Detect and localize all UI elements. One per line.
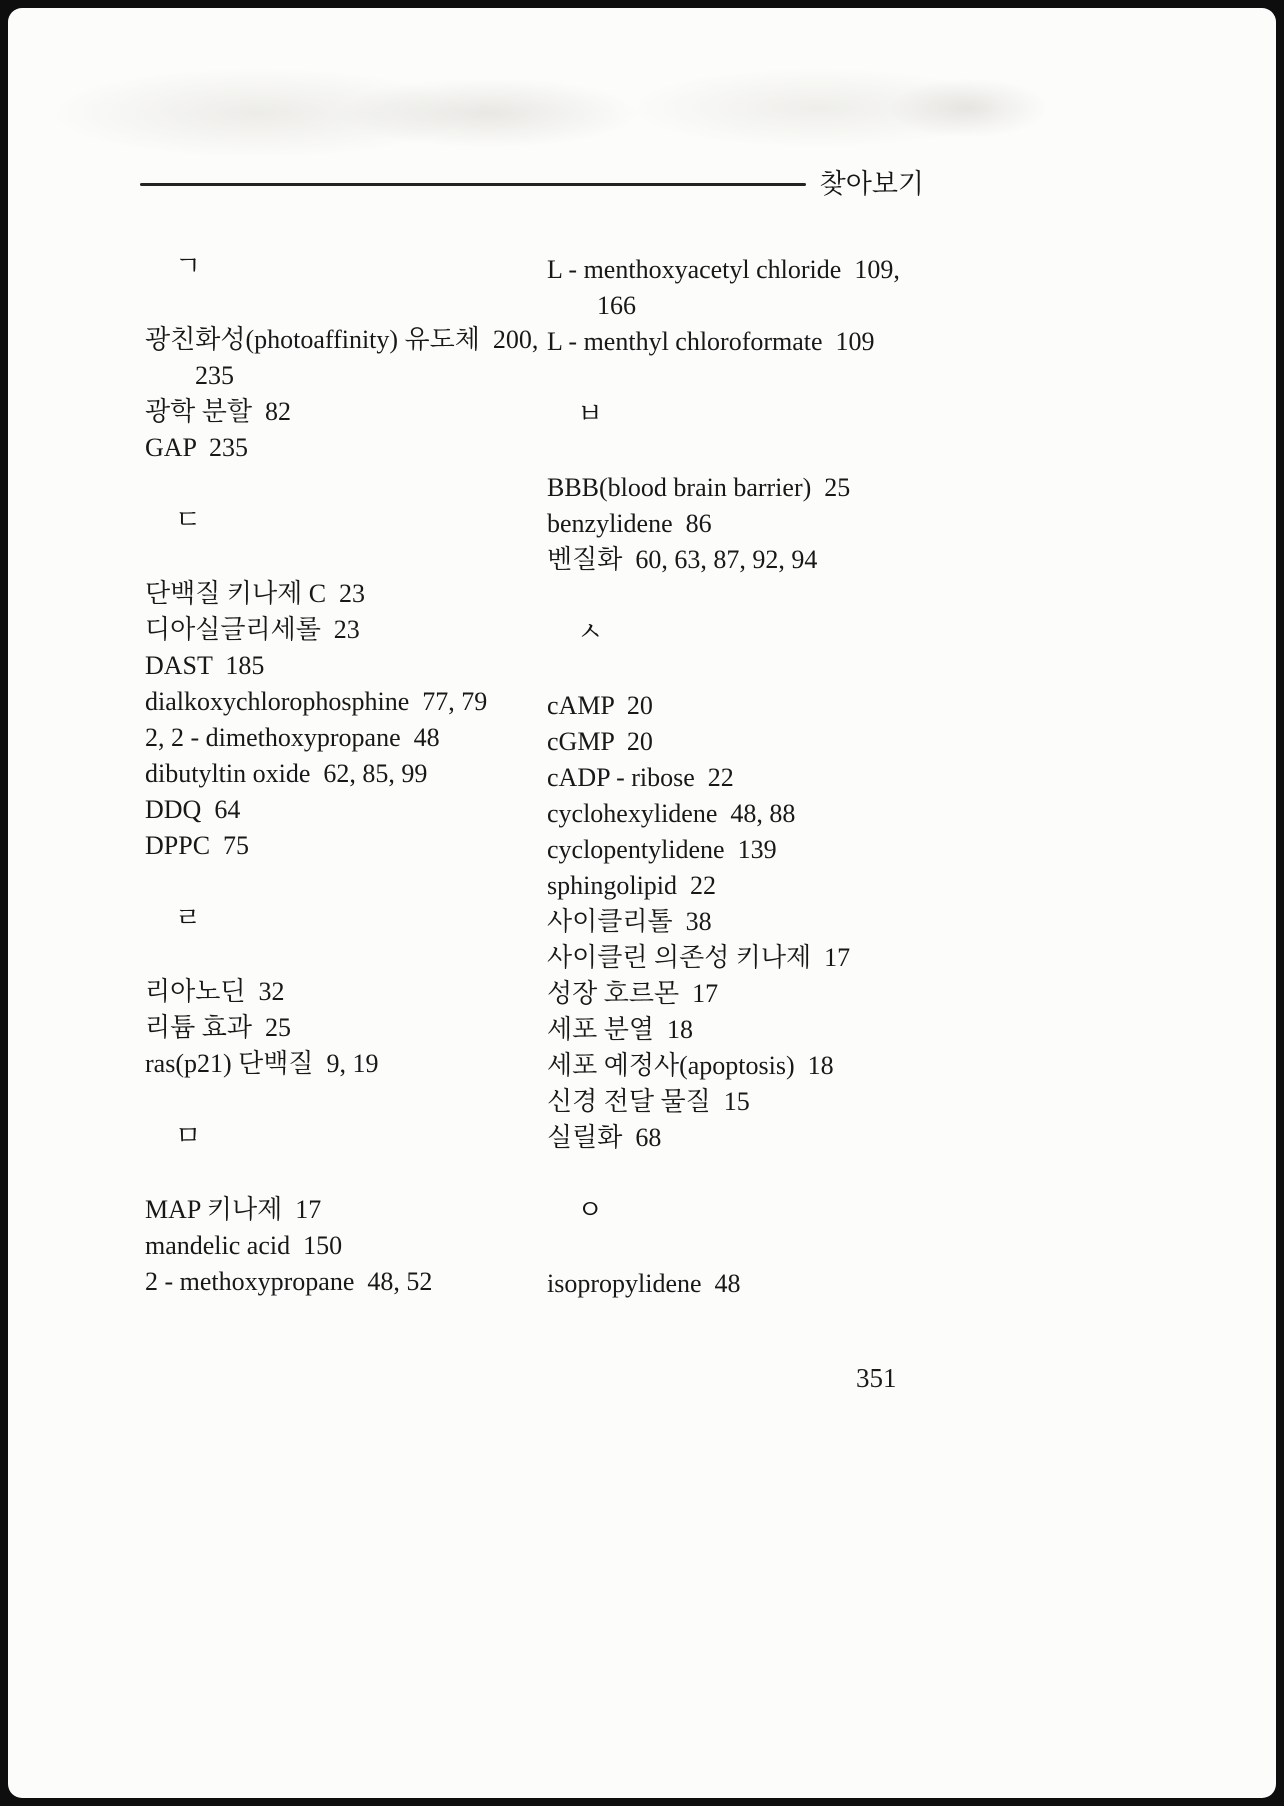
index-page (8, 8, 1276, 1798)
index-entry: dialkoxychlorophosphine 77, 79 (145, 687, 488, 716)
index-title: 찾아보기 (819, 169, 924, 199)
index-entry: 리아노딘 32 (145, 977, 285, 1006)
index-entry: 광친화성(photoaffinity) 유도체 200, (145, 325, 539, 354)
index-entry: 단백질 키나제 C 23 (145, 579, 366, 608)
index-section-header: ㄷ (175, 505, 202, 535)
index-entry: DDQ 64 (145, 795, 241, 824)
right-column (547, 252, 987, 1302)
index-entry: mandelic acid 150 (145, 1231, 343, 1260)
index-entry: benzylidene 86 (547, 509, 712, 538)
index-entry: DPPC 75 (145, 831, 250, 860)
index-entry: dibutyltin oxide 62, 85, 99 (145, 759, 428, 788)
index-entry: cAMP 20 (547, 691, 653, 720)
index-entry: 세포 예정사(apoptosis) 18 (547, 1051, 834, 1080)
index-entry: L - menthyl chloroformate 109 (547, 327, 875, 356)
scan-artifact (338, 78, 638, 148)
index-entry: MAP 키나제 17 (145, 1195, 322, 1224)
index-section-header: ㄱ (175, 251, 202, 281)
index-entry: cyclopentylidene 139 (547, 835, 777, 864)
index-entry: L - menthoxyacetyl chloride 109, (547, 255, 900, 284)
index-entry: cyclohexylidene 48, 88 (547, 799, 796, 828)
index-entry: 사이클린 의존성 키나제 17 (547, 943, 851, 972)
index-entry-continuation: 235 (195, 361, 234, 390)
index-entry: 2 - methoxypropane 48, 52 (145, 1267, 433, 1296)
index-entry-continuation: 166 (597, 291, 636, 320)
left-column (145, 248, 585, 1300)
scan-artifact (48, 68, 468, 158)
index-entry: 세포 분열 18 (547, 1015, 693, 1044)
index-entry: ras(p21) 단백질 9, 19 (145, 1049, 379, 1078)
index-entry: isopropylidene 48 (547, 1269, 741, 1298)
index-entry: cGMP 20 (547, 727, 653, 756)
index-entry: 신경 전달 물질 15 (547, 1087, 750, 1116)
index-entry: 리튬 효과 25 (145, 1013, 291, 1042)
index-section-header: ㄹ (175, 903, 202, 933)
index-entry: 벤질화 60, 63, 87, 92, 94 (547, 545, 818, 574)
index-entry: 광학 분할 82 (145, 397, 291, 426)
index-entry: GAP 235 (145, 433, 249, 462)
index-entry: 디아실글리세롤 23 (145, 615, 360, 644)
index-entry: BBB(blood brain barrier) 25 (547, 473, 851, 502)
index-section-header: ㅁ (175, 1121, 202, 1151)
index-section-header: ㅇ (577, 1195, 604, 1225)
index-section-header: ㅅ (577, 617, 604, 647)
index-entry: 2, 2 - dimethoxypropane 48 (145, 723, 440, 752)
index-entry: DAST 185 (145, 651, 265, 680)
index-section-header: ㅂ (577, 399, 604, 429)
index-header (140, 166, 924, 202)
page-number: 351 (856, 1363, 897, 1393)
scan-artifact (888, 78, 1048, 138)
header-rule (140, 183, 806, 186)
index-entry: 사이클리톨 38 (547, 907, 712, 936)
index-entry: cADP - ribose 22 (547, 763, 734, 792)
index-entry: 실릴화 68 (547, 1123, 662, 1152)
scan-artifact (628, 68, 1008, 148)
index-entry: 성장 호르몬 17 (547, 979, 719, 1008)
index-entry: sphingolipid 22 (547, 871, 717, 900)
